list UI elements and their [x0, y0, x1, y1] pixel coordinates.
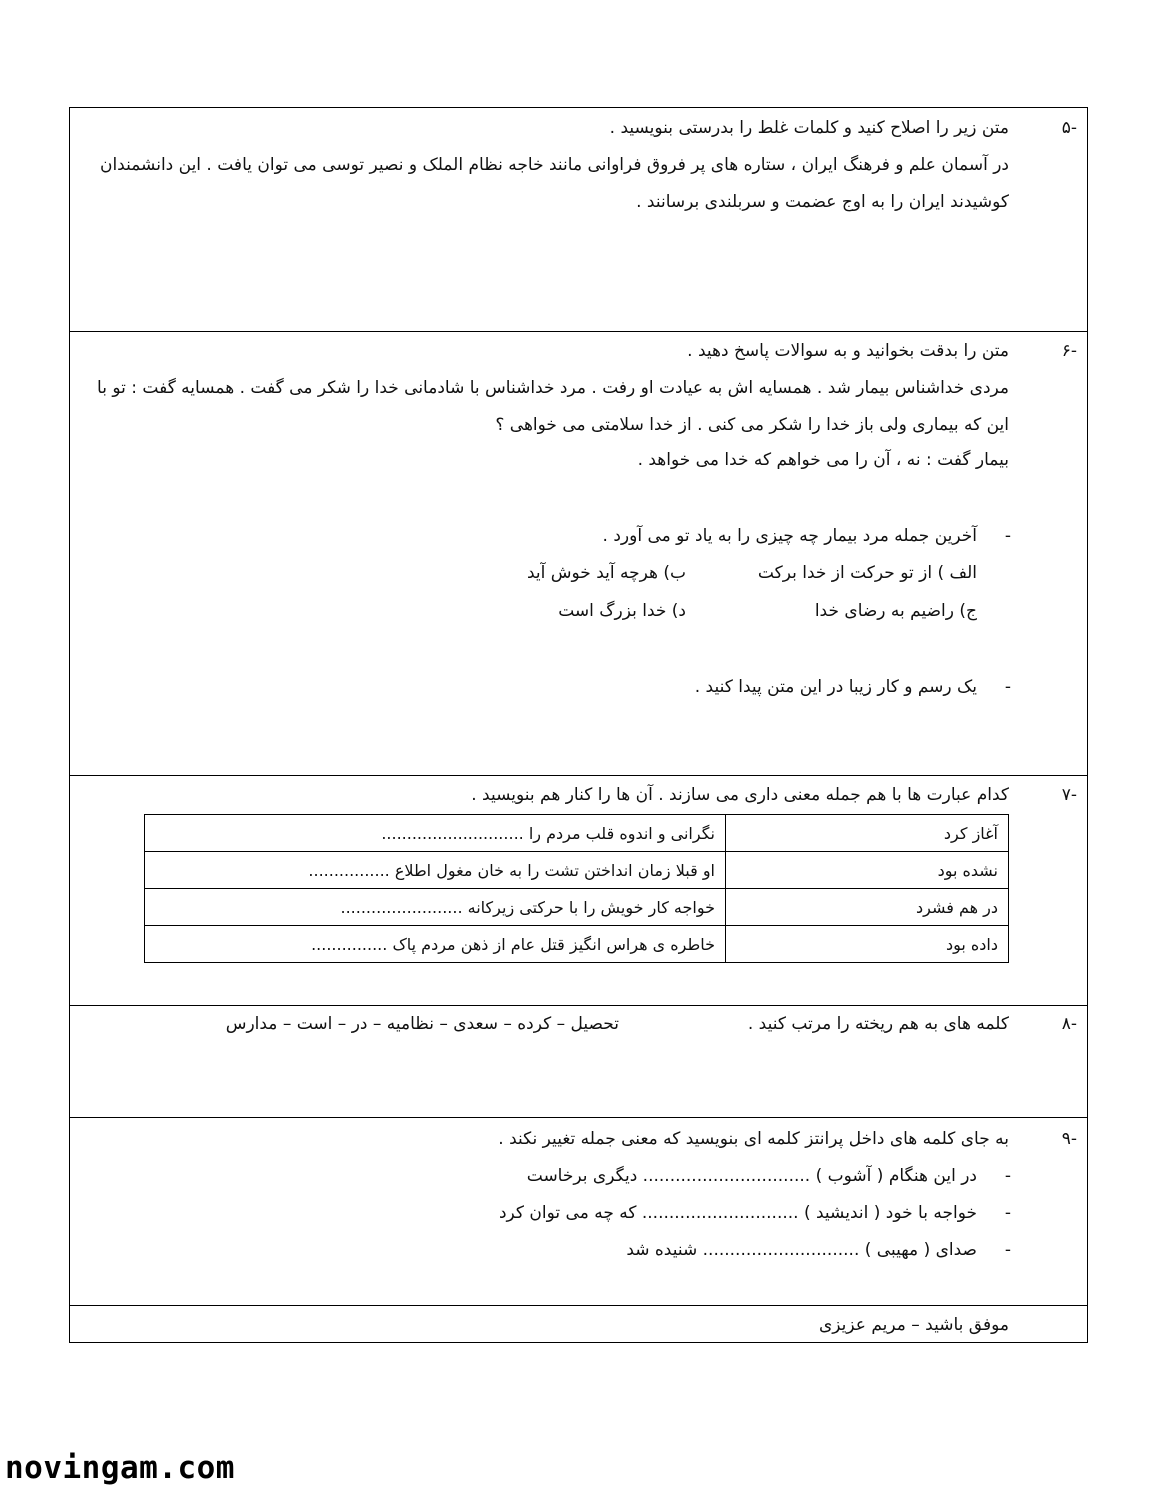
table-row: [145, 815, 1009, 852]
bullet: -: [1004, 1203, 1011, 1223]
table-cell: او قبلا زمان انداختن تشت را به خان مغول اطلاع ................: [145, 852, 726, 889]
fill-in-item: صدای ( مهیبی ) ............................. شنیده شد: [626, 1240, 977, 1260]
paragraph-line: کوشیدند ایران را به اوج عضمت و سربلندی برسانند .: [636, 192, 1009, 212]
table-cell: نگرانی و اندوه قلب مردم را ............................: [145, 815, 726, 852]
option-b: ب) هرچه آید خوش آید: [526, 563, 686, 583]
question-9: [70, 1118, 1087, 1306]
site-watermark: novingam.com: [5, 1450, 235, 1486]
bullet: -: [1004, 677, 1011, 697]
exam-sheet: [69, 107, 1088, 1343]
table-row: [145, 889, 1009, 926]
question-7: [70, 776, 1087, 1006]
table-row: [145, 926, 1009, 963]
question-text: کلمه های به هم ریخته را مرتب کنید .: [747, 1014, 1009, 1034]
table-cell: نشده بود: [726, 852, 1009, 889]
paragraph-line: این که بیماری ولی باز خدا را شکر می کنی . از خدا سلامتی می خواهی ؟: [495, 415, 1009, 435]
table-cell: آغاز کرد: [726, 815, 1009, 852]
question-text: متن را بدقت بخوانید و به سوالات پاسخ دهید .: [687, 341, 1009, 361]
table-cell: خاطره ی هراس انگیز قتل عام از ذهن مردم پاک ...............: [145, 926, 726, 963]
scrambled-words: تحصیل – کرده – سعدی – نظامیه – در – است – مدارس: [225, 1014, 619, 1034]
question-text: به جای کلمه های داخل پرانتز کلمه ای بنویسید که معنی جمله تغییر نکند .: [498, 1129, 1009, 1149]
option-d: د) خدا بزرگ است: [558, 601, 686, 621]
option-c: ج) راضیم به رضای خدا: [814, 601, 977, 621]
sub-question: یک رسم و کار زیبا در این متن پیدا کنید .: [694, 677, 977, 697]
closing-row: [70, 1306, 1087, 1344]
question-number: -۹: [1061, 1129, 1077, 1149]
fill-in-item: خواجه با خود ( اندیشید ) ............................. که چه می توان کرد: [498, 1203, 977, 1223]
question-text: متن زیر را اصلاح کنید و کلمات غلط را بدرستی بنویسید .: [609, 118, 1009, 138]
matching-table: [144, 814, 1009, 963]
question-number: -۶: [1061, 341, 1077, 361]
bullet: -: [1004, 526, 1011, 546]
option-a: الف ) از تو حرکت از خدا برکت: [757, 563, 977, 583]
paragraph-line: در آسمان علم و فرهنگ ایران ، ستاره های پر فروق فراوانی مانند خاجه نظام الملک و نصیر توسی می توان یافت . این دانشمندان: [99, 155, 1009, 175]
fill-in-item: در این هنگام ( آشوب ) ............................... دیگری برخاست: [526, 1166, 977, 1186]
bullet: -: [1004, 1240, 1011, 1260]
question-8: [70, 1006, 1087, 1118]
question-number: -۵: [1061, 118, 1077, 138]
sub-question: آخرین جمله مرد بیمار چه چیزی را به یاد تو می آورد .: [602, 526, 977, 546]
question-text: کدام عبارت ها با هم جمله معنی داری می سازند . آن ها را کنار هم بنویسید .: [471, 785, 1009, 805]
table-cell: در هم فشرد: [726, 889, 1009, 926]
paragraph-line: بیمار گفت : نه ، آن را می خواهم که خدا می خواهد .: [637, 450, 1009, 470]
closing-text: موفق باشید – مریم عزیزی: [819, 1315, 1009, 1335]
paragraph-line: مردی خداشناس بیمار شد . همسایه اش به عیادت او رفت . مرد خداشناس با شادمانی خدا را شکر می گفت . همسایه گفت : تو با: [97, 378, 1009, 398]
table-cell: خواجه کار خویش را با حرکتی زیرکانه ........................: [145, 889, 726, 926]
question-number: -۸: [1061, 1014, 1077, 1034]
table-row: [145, 852, 1009, 889]
question-5: [70, 108, 1087, 332]
question-number: -۷: [1061, 785, 1077, 805]
question-6: [70, 332, 1087, 776]
table-cell: داده بود: [726, 926, 1009, 963]
bullet: -: [1004, 1166, 1011, 1186]
